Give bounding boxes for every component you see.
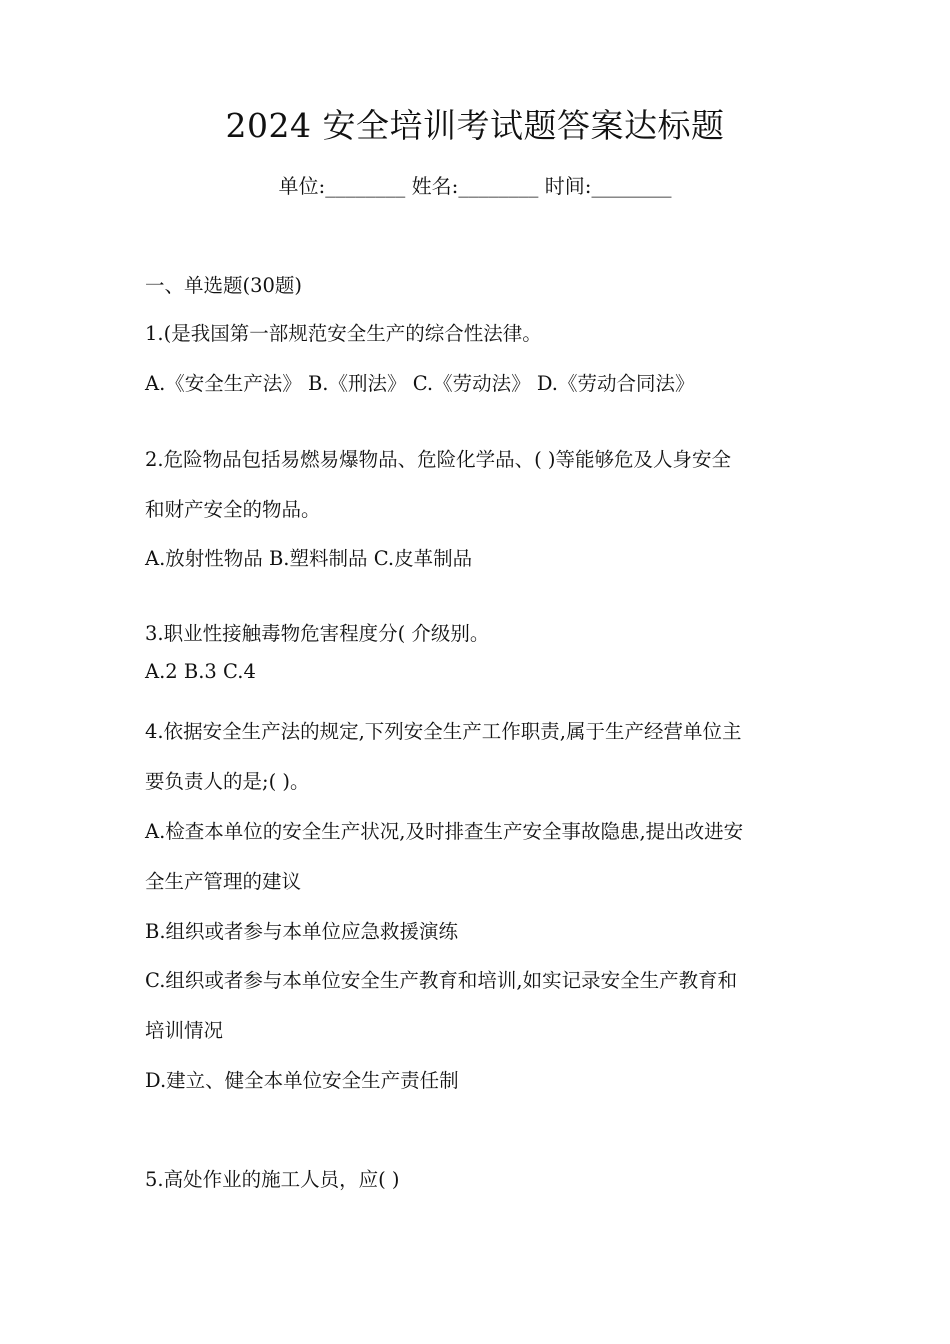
- question-1-options: A.《安全生产法》 B.《刑法》 C.《劳动法》 D.《劳动合同法》: [145, 372, 695, 395]
- question-5-stem: 5.高处作业的施工人员，应( ): [145, 1168, 400, 1191]
- question-4-option-c-line-2: 培训情况: [145, 1019, 224, 1042]
- question-3-stem: 3.职业性接触毒物危害程度分( 介级别。: [145, 622, 490, 645]
- header-info-line: 单位:________ 姓名:________ 时间:________: [278, 174, 672, 198]
- question-2-stem-line-2: 和财产安全的物品。: [145, 498, 321, 521]
- question-1-stem: 1.(是我国第一部规范安全生产的综合性法律。: [145, 322, 542, 345]
- question-3-options: A.2 B.3 C.4: [145, 660, 256, 683]
- question-4-option-c-line-1: C.组织或者参与本单位安全生产教育和培训,如实记录安全生产教育和: [145, 969, 738, 992]
- document-title: 2024 安全培训考试题答案达标题: [225, 106, 725, 145]
- question-2-options: A.放射性物品 B.塑料制品 C.皮革制品: [145, 547, 473, 570]
- question-4-option-a-line-1: A.检查本单位的安全生产状况,及时排查生产安全事故隐患,提出改进安: [145, 820, 744, 843]
- question-4-option-a-line-2: 全生产管理的建议: [145, 870, 302, 893]
- section-heading: 一、单选题(30题): [145, 274, 303, 297]
- question-4-option-b: B.组织或者参与本单位应急救援演练: [145, 920, 459, 943]
- question-2-stem-line-1: 2.危险物品包括易燃易爆物品、危险化学品、( )等能够危及人身安全: [145, 448, 732, 471]
- question-4-stem-line-1: 4.依据安全生产法的规定,下列安全生产工作职责,属于生产经营单位主: [145, 720, 742, 743]
- question-4-option-d: D.建立、健全本单位安全生产责任制: [145, 1069, 459, 1092]
- question-4-stem-line-2: 要负责人的是;( )。: [145, 770, 310, 793]
